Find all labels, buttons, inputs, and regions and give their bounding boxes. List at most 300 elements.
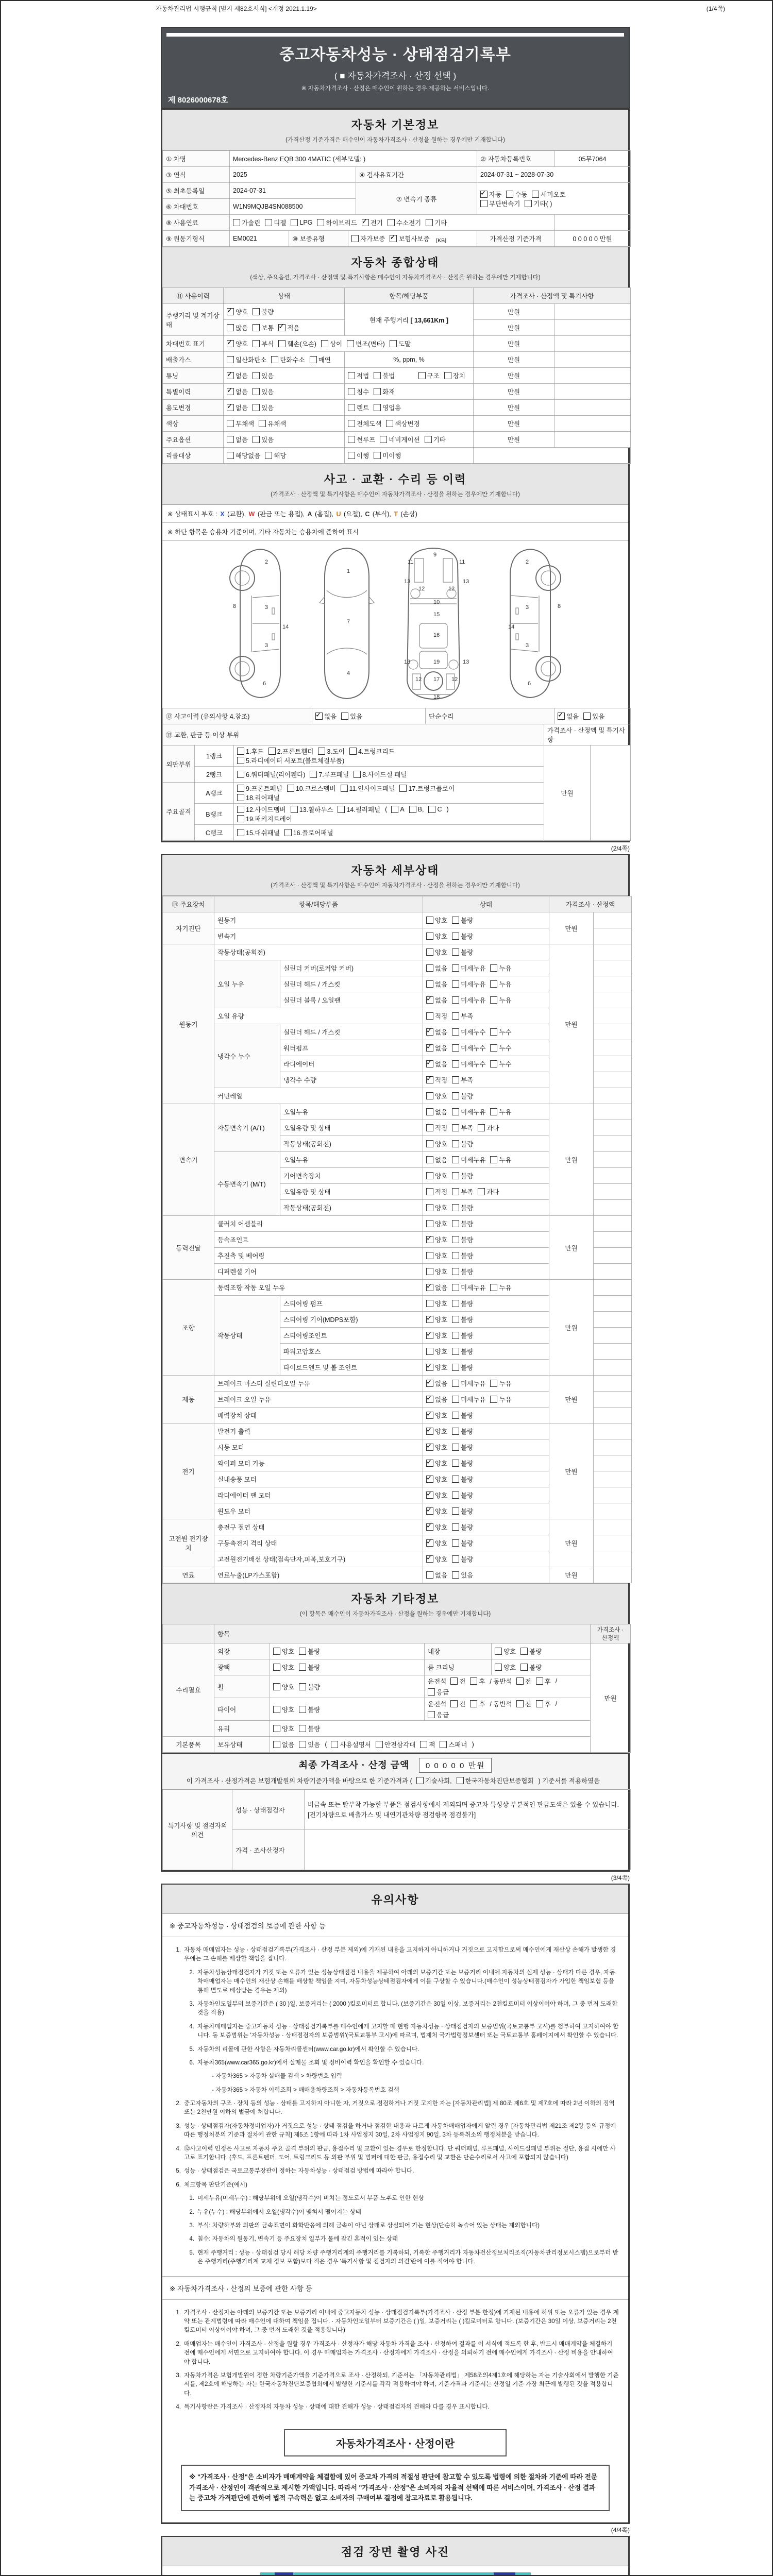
checkbox[interactable]	[265, 452, 272, 459]
section-price: 만원	[549, 1423, 594, 1519]
check-option	[348, 387, 369, 396]
checkbox[interactable]	[426, 917, 433, 924]
check-option	[452, 1187, 473, 1196]
checkbox[interactable]	[452, 1348, 459, 1355]
checkbox[interactable]	[416, 1777, 424, 1784]
checkbox[interactable]	[490, 996, 497, 1004]
checkbox[interactable]	[452, 1012, 459, 1020]
checkbox[interactable]	[428, 1711, 435, 1718]
item-state	[423, 1296, 549, 1312]
checkbox-checked[interactable]	[426, 1028, 433, 1036]
checkbox-checked[interactable]	[426, 1284, 433, 1291]
checkbox-checked[interactable]	[426, 1060, 433, 1067]
checkbox[interactable]	[452, 948, 459, 956]
checkbox[interactable]	[388, 219, 395, 226]
checkbox[interactable]	[349, 748, 357, 755]
mileage-price-1: 만원	[474, 304, 554, 320]
checkbox-checked[interactable]	[426, 1444, 433, 1451]
checkbox-checked[interactable]	[426, 1460, 433, 1467]
check-option-label: 없음	[282, 1741, 295, 1749]
checkbox[interactable]	[452, 1523, 459, 1531]
checkbox[interactable]	[478, 1188, 485, 1195]
item-state	[423, 1487, 549, 1503]
checkbox[interactable]	[273, 1725, 280, 1732]
checkbox-checked[interactable]	[227, 340, 234, 347]
item-label: 오일누유	[280, 1152, 423, 1168]
item-label: 오일누유	[280, 1104, 423, 1120]
panel-number-13: 13	[404, 659, 411, 665]
check-option-label: 후	[544, 1678, 551, 1685]
detail-col-price: 가격조사 · 산정액	[549, 896, 632, 912]
checkbox[interactable]	[452, 996, 459, 1004]
checkbox[interactable]	[391, 806, 398, 813]
check-option	[440, 1740, 467, 1749]
checkbox[interactable]	[450, 1700, 458, 1707]
checkbox[interactable]	[452, 1156, 459, 1163]
check-option-label: 한국자동차진단보증협회	[465, 1777, 534, 1785]
checkbox[interactable]	[291, 219, 298, 226]
checkbox[interactable]	[237, 829, 244, 836]
sub-group-label: 작동상태	[214, 1296, 280, 1376]
checkbox[interactable]	[426, 1220, 433, 1227]
checkbox-checked[interactable]	[426, 1380, 433, 1387]
checkbox[interactable]	[348, 388, 355, 395]
item-state	[423, 944, 549, 960]
check-option-label: 양호	[435, 1348, 448, 1355]
checkbox[interactable]	[237, 815, 244, 822]
checkbox[interactable]	[516, 1677, 524, 1685]
checkbox[interactable]	[237, 806, 244, 813]
check-option-label: 양호	[435, 1492, 448, 1499]
field-year-label: ③ 연식	[163, 167, 230, 183]
check-option-label: 기타( )	[533, 200, 552, 208]
checkbox-checked[interactable]	[426, 1396, 433, 1403]
checkbox-checked[interactable]	[390, 235, 397, 242]
checkbox-checked[interactable]	[426, 1236, 433, 1243]
check-option	[348, 451, 369, 460]
item-label: 추진축 및 베어링	[214, 1248, 423, 1264]
checkbox[interactable]	[490, 1396, 497, 1403]
checkbox-checked[interactable]	[480, 191, 488, 198]
checkbox[interactable]	[452, 1300, 459, 1307]
checkbox-checked[interactable]	[426, 996, 433, 1004]
checkbox[interactable]	[273, 1664, 280, 1671]
checkbox[interactable]	[299, 1706, 306, 1713]
check-option-label: 불량	[461, 1348, 474, 1355]
checkbox[interactable]	[516, 1700, 524, 1707]
checkbox[interactable]	[253, 372, 260, 379]
checkbox[interactable]	[490, 1028, 497, 1036]
checkbox[interactable]	[291, 806, 298, 813]
checkbox[interactable]	[452, 1124, 459, 1131]
checkbox[interactable]	[426, 1571, 433, 1579]
field-warranty-label: ⑩ 보증유형	[289, 231, 348, 247]
checkbox[interactable]	[341, 713, 348, 720]
checkbox[interactable]	[452, 1204, 459, 1211]
checkbox-checked[interactable]	[426, 1332, 433, 1339]
interior-label: 내장	[425, 1643, 492, 1659]
checkbox[interactable]	[426, 1204, 433, 1211]
checkbox[interactable]	[253, 436, 260, 443]
checkbox[interactable]	[426, 948, 433, 956]
checkbox[interactable]	[426, 1124, 433, 1131]
notice-item-number	[198, 2086, 209, 2094]
check-option-label: B,	[417, 806, 424, 813]
checkbox[interactable]	[452, 1332, 459, 1339]
check-option	[426, 1363, 447, 1372]
checkbox[interactable]	[317, 219, 324, 226]
checkbox[interactable]	[532, 191, 539, 198]
checkbox[interactable]	[452, 1444, 459, 1451]
checkbox[interactable]	[450, 1677, 458, 1685]
checkbox[interactable]	[374, 372, 381, 379]
checkbox[interactable]	[452, 1555, 459, 1563]
checkbox[interactable]	[284, 829, 292, 836]
checkbox[interactable]	[452, 1539, 459, 1547]
check-option-label: 양호	[435, 1412, 448, 1419]
glass-state	[270, 1721, 591, 1737]
checkbox[interactable]	[299, 1664, 306, 1671]
checkbox[interactable]	[452, 1252, 459, 1259]
status-code-U: U	[336, 511, 341, 518]
panel-number-13: 13	[404, 579, 411, 585]
checkbox[interactable]	[271, 356, 278, 363]
checkbox[interactable]	[452, 1268, 459, 1275]
checkbox[interactable]	[490, 1380, 497, 1387]
checkbox[interactable]	[233, 219, 240, 226]
checkbox[interactable]	[354, 771, 361, 778]
checkbox[interactable]	[490, 964, 497, 972]
checkbox[interactable]	[452, 1108, 459, 1115]
checkbox[interactable]	[452, 980, 459, 988]
check-option	[278, 323, 299, 332]
checkbox[interactable]	[452, 1428, 459, 1435]
checkbox[interactable]	[490, 1044, 497, 1052]
checkbox[interactable]	[452, 1092, 459, 1099]
check-option-label: 불량	[461, 1508, 474, 1515]
checkbox[interactable]	[374, 452, 381, 459]
checkbox[interactable]	[299, 1741, 306, 1748]
checkbox[interactable]	[380, 436, 387, 443]
check-option-label: 렌트	[357, 404, 369, 412]
checkbox[interactable]	[426, 1300, 433, 1307]
mileage-price-2: 만원	[474, 320, 554, 336]
checkbox[interactable]	[452, 1188, 459, 1195]
checkbox[interactable]	[525, 200, 532, 207]
checkbox[interactable]	[452, 933, 459, 940]
tuning-items	[345, 368, 474, 384]
checkbox[interactable]	[495, 1664, 502, 1671]
checkbox[interactable]	[426, 219, 433, 226]
checkbox[interactable]	[426, 1092, 433, 1099]
checkbox[interactable]	[490, 1284, 497, 1291]
checkbox[interactable]	[347, 340, 354, 347]
checkbox[interactable]	[265, 219, 272, 226]
checkbox[interactable]	[452, 1492, 459, 1499]
warranty-options	[351, 234, 434, 243]
check-option	[390, 234, 429, 243]
checkbox[interactable]	[426, 1188, 433, 1195]
checkbox[interactable]	[227, 356, 234, 363]
checkbox[interactable]	[478, 1124, 485, 1131]
checkbox[interactable]	[338, 806, 345, 813]
checkbox[interactable]	[426, 980, 433, 988]
check-option	[452, 995, 485, 1005]
checkbox[interactable]	[520, 1664, 528, 1671]
check-option	[428, 1710, 449, 1719]
rank-price: 만원	[544, 745, 591, 841]
checkbox[interactable]	[452, 1284, 459, 1291]
device-label: 전기	[163, 1423, 214, 1519]
checkbox[interactable]	[480, 200, 488, 207]
checkbox[interactable]	[444, 372, 451, 379]
checkbox-checked[interactable]	[227, 404, 234, 411]
checkbox[interactable]	[348, 372, 355, 379]
checkbox[interactable]	[227, 420, 234, 427]
checkbox[interactable]	[452, 1380, 459, 1387]
usage-change-items	[345, 400, 474, 416]
checkbox[interactable]	[253, 308, 260, 315]
check-option	[426, 1283, 447, 1292]
check-option	[237, 784, 282, 793]
check-option	[426, 1123, 447, 1132]
check-option	[490, 963, 511, 973]
check-option-label: 없음	[435, 1572, 448, 1579]
checkbox[interactable]	[452, 1412, 459, 1419]
checkbox-checked[interactable]	[278, 324, 285, 331]
status-code-C: C	[365, 511, 370, 518]
checkbox-checked[interactable]	[426, 1364, 433, 1371]
check-option	[299, 1705, 320, 1714]
checkbox[interactable]	[452, 1460, 459, 1467]
checkbox[interactable]	[452, 1507, 459, 1515]
checkbox-checked[interactable]	[426, 1412, 433, 1419]
check-option-label: 과다	[486, 1125, 499, 1132]
check-option-label: 불량	[461, 1364, 474, 1371]
check-option-label: 전	[459, 1678, 466, 1685]
checkbox-checked[interactable]	[426, 1076, 433, 1083]
notice-item-text: - 자동차365 > 자동차 이력조회 > 매매용차량조회 > 자동차등록번호 검색	[212, 2086, 399, 2093]
checkbox[interactable]	[386, 420, 393, 427]
checkbox[interactable]	[452, 1028, 459, 1036]
checkbox[interactable]	[426, 1108, 433, 1115]
checkbox[interactable]	[452, 1571, 459, 1579]
checkbox[interactable]	[237, 757, 244, 764]
recall-label: 리콜대상	[163, 448, 224, 464]
checkbox[interactable]	[299, 1683, 306, 1690]
checkbox-checked[interactable]	[227, 372, 234, 379]
checkbox[interactable]	[237, 794, 244, 801]
checkbox[interactable]	[452, 1236, 459, 1243]
checkbox[interactable]	[428, 806, 435, 813]
check-option-label: 전체도색	[357, 420, 382, 428]
checkbox[interactable]	[426, 1172, 433, 1179]
checkbox-checked[interactable]	[426, 1428, 433, 1435]
checkbox-checked[interactable]	[426, 1476, 433, 1483]
checkbox[interactable]	[452, 1396, 459, 1403]
checkbox[interactable]	[490, 1060, 497, 1067]
checkbox[interactable]	[452, 964, 459, 972]
checkbox[interactable]	[452, 1476, 459, 1483]
checkbox[interactable]	[452, 1044, 459, 1052]
checkbox[interactable]	[409, 806, 416, 813]
checkbox[interactable]	[452, 1364, 459, 1371]
check-option	[426, 1490, 447, 1500]
checkbox[interactable]	[426, 1140, 433, 1147]
law-reference-line	[156, 4, 725, 13]
checkbox-checked[interactable]	[558, 713, 565, 720]
checkbox[interactable]	[273, 1741, 280, 1748]
checkbox[interactable]	[376, 1741, 383, 1748]
checkbox-checked[interactable]	[426, 1523, 433, 1531]
checkbox[interactable]	[520, 1648, 528, 1655]
checkbox[interactable]	[253, 388, 260, 395]
checkbox[interactable]	[426, 964, 433, 972]
checkbox[interactable]	[348, 452, 355, 459]
checkbox[interactable]	[310, 356, 317, 363]
checkbox-checked[interactable]	[426, 1316, 433, 1323]
checkbox-checked[interactable]	[426, 1492, 433, 1499]
checkbox[interactable]	[426, 1156, 433, 1163]
checkbox-checked[interactable]	[426, 1555, 433, 1563]
checkbox[interactable]	[253, 340, 260, 347]
checkbox[interactable]	[278, 340, 285, 347]
check-option	[341, 711, 362, 721]
checkbox-checked[interactable]	[227, 308, 234, 315]
checkbox-checked[interactable]	[426, 1539, 433, 1547]
checkbox[interactable]	[426, 1348, 433, 1355]
checkbox[interactable]	[495, 1648, 502, 1655]
checkbox[interactable]	[341, 785, 348, 792]
checkbox[interactable]	[470, 1677, 477, 1685]
accident-history-options	[315, 711, 422, 721]
item-state	[423, 1136, 549, 1152]
checkbox[interactable]	[536, 1677, 543, 1685]
legend-prefix: ※ 상태표시 부호 :	[167, 511, 220, 518]
checkbox[interactable]	[452, 917, 459, 924]
checkbox[interactable]	[418, 372, 426, 379]
checkbox[interactable]	[452, 1140, 459, 1147]
checkbox[interactable]	[237, 785, 244, 792]
checkbox[interactable]	[390, 340, 397, 347]
notice-item-text: 특기사항란은 가격조사 · 산정자의 자동차 성능 · 상태에 대한 견해가 성능 · 상태점검자의 견해와 다를 경우 표시합니다.	[184, 2403, 490, 2411]
checkbox[interactable]	[428, 1688, 435, 1696]
checkbox[interactable]	[374, 388, 381, 395]
checkbox[interactable]	[351, 235, 359, 242]
checkbox[interactable]	[440, 1741, 447, 1748]
checkbox[interactable]	[348, 404, 355, 411]
checkbox[interactable]	[420, 1741, 427, 1748]
checkbox[interactable]	[253, 324, 260, 331]
checkbox[interactable]	[470, 1700, 477, 1707]
checkbox-checked[interactable]	[426, 1507, 433, 1515]
checkbox[interactable]	[321, 340, 328, 347]
checkbox[interactable]	[227, 324, 234, 331]
checkbox[interactable]	[299, 1648, 306, 1655]
emission-options	[227, 355, 341, 364]
status-code-desc: (판금 또는 용접),	[256, 511, 307, 518]
main-option-note	[554, 432, 631, 448]
checkbox[interactable]	[227, 436, 234, 443]
checkbox[interactable]	[399, 785, 407, 792]
item-state	[423, 1503, 549, 1519]
checkbox[interactable]	[426, 1012, 433, 1020]
checkbox[interactable]	[237, 748, 244, 755]
check-option	[287, 784, 336, 793]
checkbox[interactable]	[310, 771, 317, 778]
checkbox[interactable]	[348, 420, 355, 427]
check-option-label: 5.라디에이터 서포트(볼트체결부품)	[246, 757, 345, 765]
checkbox[interactable]	[506, 191, 513, 198]
item-state	[423, 1072, 549, 1088]
checkbox[interactable]	[583, 713, 591, 720]
checkbox[interactable]	[452, 1220, 459, 1227]
checkbox[interactable]	[299, 1725, 306, 1732]
checkbox[interactable]	[273, 1648, 280, 1655]
summary-col4: 가격조사 · 산정액 및 특기사항	[474, 288, 631, 304]
checkbox[interactable]	[287, 785, 294, 792]
check-option-label: 없음	[435, 981, 448, 988]
page-marker-3: (3/4쪽)	[611, 1874, 630, 1882]
check-option-label: 불량	[308, 1664, 321, 1671]
checkbox-checked[interactable]	[362, 219, 369, 226]
checkbox-checked[interactable]	[426, 1044, 433, 1052]
checkbox[interactable]	[268, 748, 276, 755]
checkbox[interactable]	[227, 452, 234, 459]
check-option	[273, 1647, 294, 1656]
checkbox[interactable]	[452, 1076, 459, 1083]
checkbox[interactable]	[452, 1316, 459, 1323]
checkbox[interactable]	[490, 1108, 497, 1115]
item-label: 스티어링조인트	[280, 1328, 423, 1344]
checkbox[interactable]	[452, 1060, 459, 1067]
vin-mark-state	[224, 336, 474, 352]
checkbox[interactable]	[426, 933, 433, 940]
checkbox[interactable]	[331, 1741, 338, 1748]
checkbox[interactable]	[318, 748, 325, 755]
checkbox[interactable]	[425, 436, 432, 443]
checkbox[interactable]	[273, 1706, 280, 1713]
checkbox[interactable]	[536, 1700, 543, 1707]
emission-label: 배출가스	[163, 352, 224, 368]
check-option-label: 불법	[382, 372, 395, 380]
sub-group-label: 냉각수 누수	[214, 1024, 280, 1088]
check-option	[237, 805, 286, 814]
checkbox[interactable]	[452, 1172, 459, 1179]
checkbox[interactable]	[490, 980, 497, 988]
rank1-line1	[237, 747, 541, 756]
checkbox[interactable]	[348, 436, 355, 443]
checkbox[interactable]	[237, 771, 244, 778]
checkbox-checked[interactable]	[227, 388, 234, 395]
panel-number-12: 12	[418, 586, 425, 592]
checkbox[interactable]	[253, 404, 260, 411]
checkbox[interactable]	[259, 420, 266, 427]
checkbox[interactable]	[426, 1252, 433, 1259]
checkbox[interactable]	[374, 404, 381, 411]
checkbox[interactable]	[457, 1777, 464, 1784]
field-year-value: 2025	[230, 167, 356, 183]
check-option	[426, 1299, 447, 1308]
checkbox[interactable]	[273, 1683, 280, 1690]
check-option	[525, 199, 552, 208]
check-option-label: 화재	[382, 388, 395, 396]
checkbox[interactable]	[426, 1268, 433, 1275]
check-option-label: 있음	[261, 436, 274, 444]
checkbox-checked[interactable]	[315, 713, 323, 720]
checkbox[interactable]	[490, 1156, 497, 1163]
check-option	[253, 307, 274, 316]
